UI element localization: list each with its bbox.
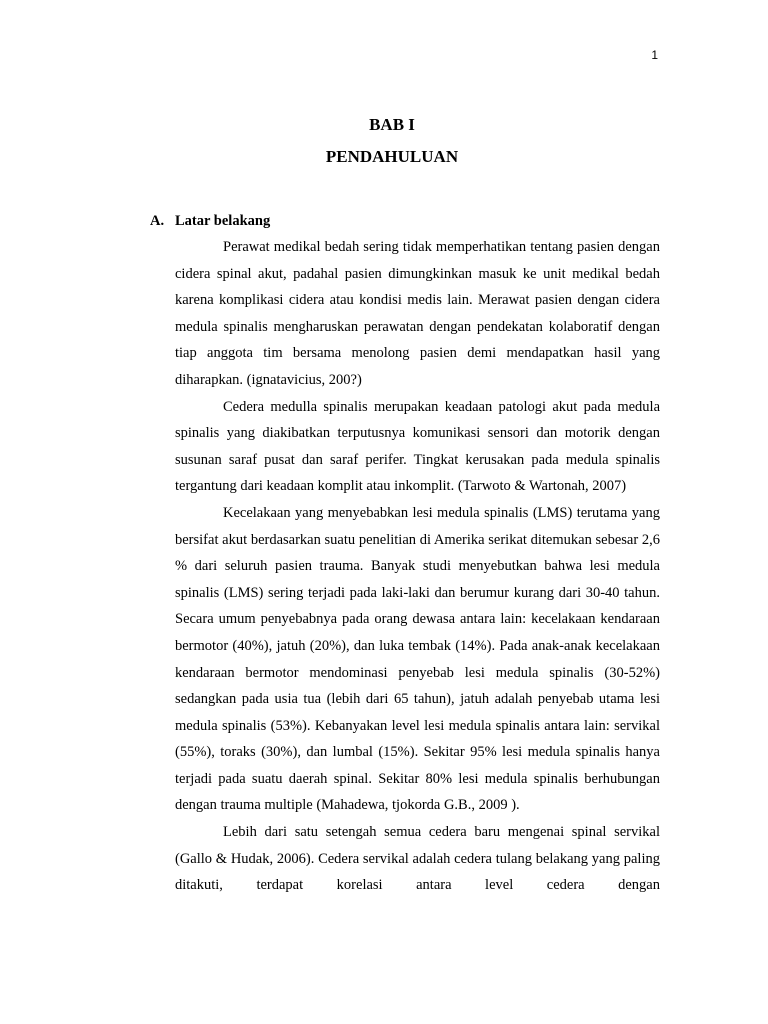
page-number: 1 xyxy=(651,48,658,62)
paragraph: Lebih dari satu setengah semua cedera baru mengenai spinal servikal (Gallo & Hudak, 2006). Cedera servikal adalah cedera tulang belakang yang paling ditakuti, terdapat korelasi antara level cedera dengan xyxy=(175,824,660,894)
paragraph: Kecelakaan yang menyebabkan lesi medula spinalis (LMS) terutama yang bersifat akut berdasarkan suatu penelitian di Amerika serikat ditemukan sebesar 2,6 % dari seluruh pasien trauma. Banyak studi menyebutkan bahwa lesi medula spinalis (LMS) sering terjadi pada laki-laki dan berumur kurang dari 30-40 tahun. Secara umum penyebabnya pada orang dewasa antara lain: kecelakaan kendaraan bermotor (40%), jatuh (20%), dan luka tembak (14%). Pada anak-anak kecelakaan kendaraan bermotor mendominasi penyebab lesi medula spinalis (30-52%) sedangkan pada usia tua (lebih dari 65 tahun), jatuh adalah penyebab utama lesi medula spinalis (53%). Kebanyakan level lesi medula spinalis antara lain: servikal (55%), toraks (30%), dan lumbal (15%). Sekitar 95% lesi medula spinalis hanya terjadi pada suatu daerah spinal. Sekitar 80% lesi medula spinalis berhubungan dengan trauma multiple (Mahadewa, tjokorda G.B., 2009 ). xyxy=(175,504,660,814)
section-heading xyxy=(150,208,660,234)
section-letter: A. xyxy=(150,213,165,229)
chapter-title: PENDAHULUAN xyxy=(325,147,459,166)
section-latar-belakang xyxy=(150,208,660,899)
section-body xyxy=(175,234,660,899)
section-title: Latar belakang xyxy=(175,213,271,229)
chapter-number: BAB I xyxy=(369,115,415,134)
chapter-heading xyxy=(0,109,768,173)
paragraph: Perawat medikal bedah sering tidak memperhatikan tentang pasien dengan cidera spinal akut, padahal pasien dimungkinkan masuk ke unit medikal bedah karena komplikasi cidera atau kondisi medis lain. Merawat pasien dengan cidera medula spinalis mengharuskan perawatan dengan pendekatan kolaboratif dengan tiap anggota tim bersama menolong pasien demi mendapatkan hasil yang diharapkan. (ignatavicius, 200?) xyxy=(175,239,660,388)
paragraph: Cedera medulla spinalis merupakan keadaan patologi akut pada medula spinalis yang diakibatkan terputusnya komunikasi sensori dan motorik dengan susunan saraf pusat dan saraf perifer. Tingkat kerusakan pada medula spinalis tergantung dari keadaan komplit atau inkomplit. (Tarwoto & Wartonah, 2007) xyxy=(175,398,660,495)
